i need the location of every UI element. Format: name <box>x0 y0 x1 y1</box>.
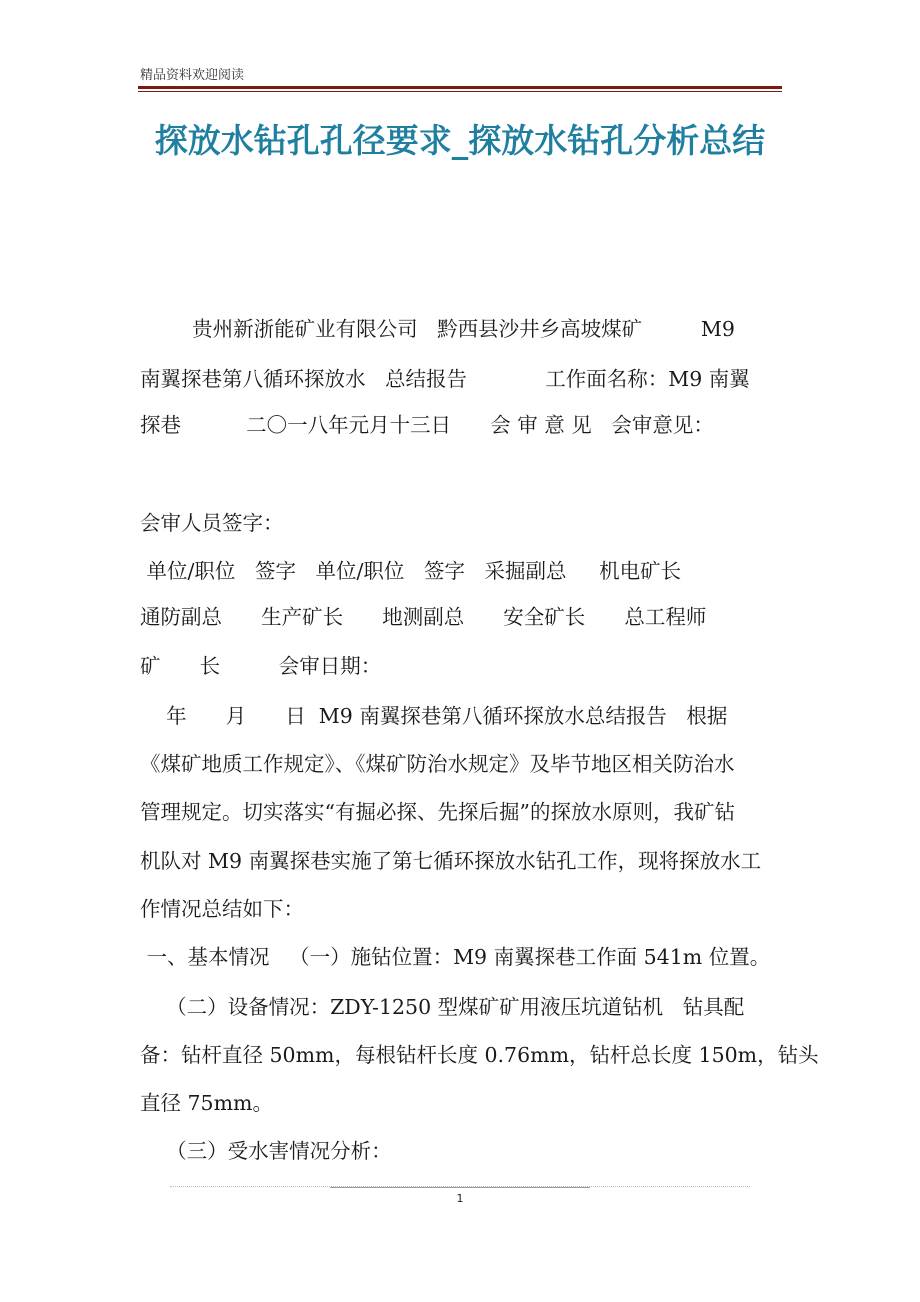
body-line-10: 管理规定。切实落实“有掘必探、先探后掘”的探放水原则，我矿钻 <box>140 800 735 824</box>
body-line-4: 会审人员签字： <box>140 511 284 535</box>
document-title: 探放水钻孔孔径要求_探放水钻孔分析总结 <box>154 121 766 160</box>
body-line-16: 直径 75mm。 <box>140 1091 273 1115</box>
header-rule-thin <box>138 91 782 92</box>
page-number: 1 <box>456 1192 464 1205</box>
body-line-14: （二）设备情况：ZDY-1250 型煤矿矿用液压坑道钻机 钻具配 <box>140 995 745 1019</box>
body-line-11: 机队对 M9 南翼探巷实施了第七循环探放水钻孔工作，现将探放水工 <box>140 849 762 873</box>
body-line-3: 探巷 二〇一八年元月十三日 会 审 意 见 会审意见： <box>140 413 714 437</box>
body-line-13: 一、基本情况 （一）施钻位置：M9 南翼探巷工作面 541m 位置。 <box>140 945 771 969</box>
body-line-6: 通防副总 生产矿长 地测副总 安全矿长 总工程师 <box>140 605 707 629</box>
body-line-7: 矿 长 会审日期： <box>140 654 382 678</box>
body-line-5: 单位/职位 签字 单位/职位 签字 采掘副总 机电矿长 <box>140 559 682 583</box>
body-line-8: 年 月 日 M9 南翼探巷第八循环探放水总结报告 根据 <box>140 704 728 728</box>
body-line-2: 南翼探巷第八循环探放水 总结报告 工作面名称：M9 南翼 <box>140 367 750 391</box>
body-line-12: 作情况总结如下： <box>140 897 304 921</box>
body-line-9: 《煤矿地质工作规定》、《煤矿防治水规定》及毕节地区相关防治水 <box>140 752 735 776</box>
header-rule-thick <box>138 86 782 89</box>
body-line-17: （三）受水害情况分析： <box>140 1139 392 1163</box>
footer-rule-center <box>330 1187 590 1188</box>
body-line-1: 贵州新浙能矿业有限公司 黔西县沙井乡高坡煤矿 M9 <box>140 317 735 341</box>
header-text: 精品资料欢迎阅读 <box>140 68 245 83</box>
body-line-15: 备：钻杆直径 50mm，每根钻杆长度 0.76mm，钻杆总长度 150m，钻头 <box>140 1043 819 1067</box>
